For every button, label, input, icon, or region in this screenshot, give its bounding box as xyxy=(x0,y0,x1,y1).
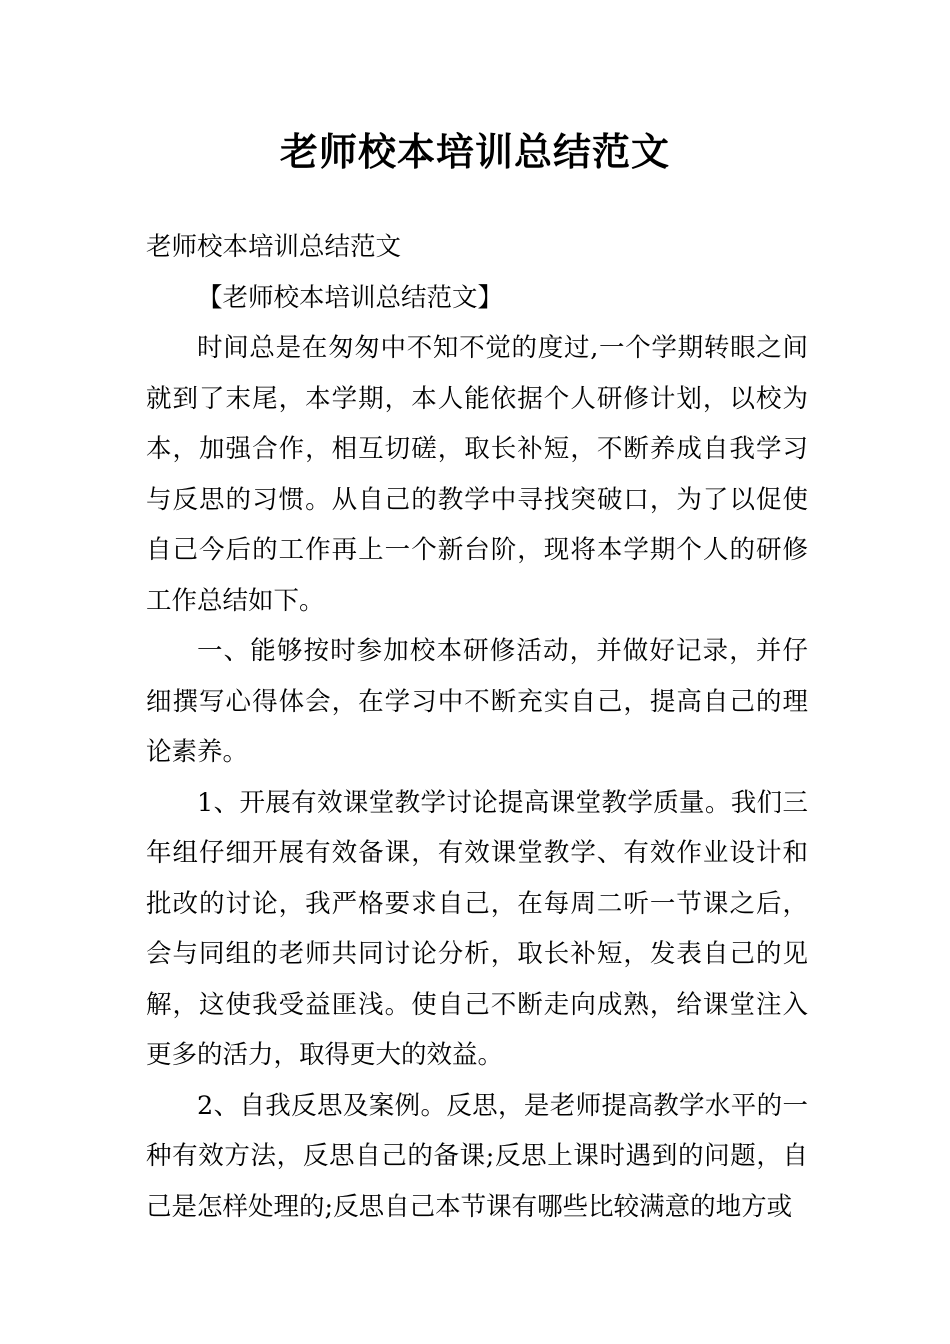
document-subtitle: 老师校本培训总结范文 xyxy=(146,232,402,262)
document-body xyxy=(146,222,808,1232)
document-title: 老师校本培训总结范文 xyxy=(279,130,670,174)
paragraph-intro: 时间总是在匆匆中不知不觉的度过,一个学期转眼之间就到了末尾，本学期，本人能依据个人研修计划，以校为本，加强合作，相互切磋，取长补短，不断养成自我学习与反思的习惯。从自己的教学中寻找突破口，为了以促使自己今后的工作再上一个新台阶，现将本学期个人的研修工作总结如下。 xyxy=(146,333,808,616)
bracket-heading: 【老师校本培训总结范文】 xyxy=(197,282,504,313)
paragraph-item-two: 2、自我反思及案例。反思，是老师提高教学水平的一种有效方法，反思自己的备课;反思上课时遇到的问题，自己是怎样处理的;反思自己本节课有哪些比较满意的地方或 xyxy=(146,1090,808,1222)
paragraph-item-one: 1、开展有效课堂教学讨论提高课堂教学质量。我们三年组仔细开展有效备课，有效课堂教学、有效作业设计和批改的讨论，我严格要求自己，在每周二听一节课之后，会与同组的老师共同讨论分析，取长补短，发表自己的见解，这使我受益匪浅。使自己不断走向成熟，给课堂注入更多的活力，取得更大的效益。 xyxy=(146,787,808,1070)
paragraph-section-one: 一、能够按时参加校本研修活动，并做好记录，并仔细撰写心得体会，在学习中不断充实自己，提高自己的理论素养。 xyxy=(146,636,808,767)
